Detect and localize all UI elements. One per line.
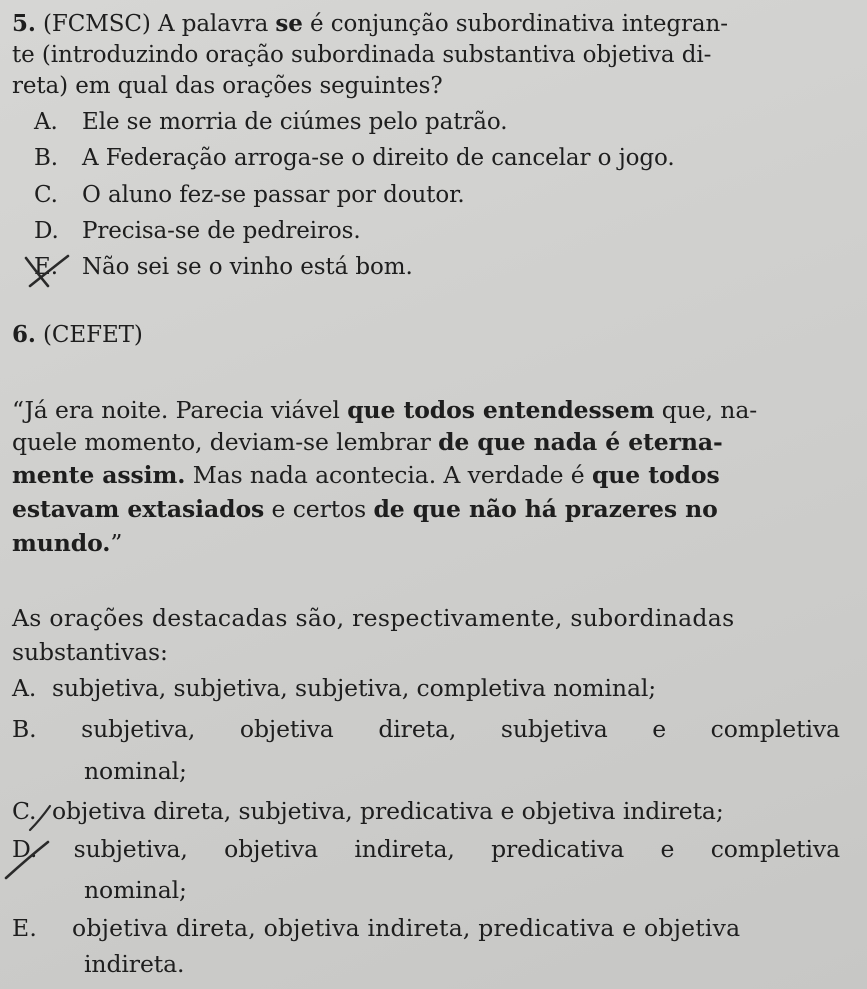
q6-option-letter: A. — [12, 674, 37, 702]
q6-option-d-line-2: nominal; — [84, 876, 187, 904]
q6-highlight: que todos entendessem — [347, 396, 655, 424]
q6-option-word: objetiva — [224, 835, 318, 863]
q6-quote-text: “Já era noite. Parecia viável — [12, 396, 348, 424]
q6-highlight: mundo. — [12, 529, 111, 557]
q6-source: (CEFET) — [43, 322, 143, 348]
q5-number: 5. — [12, 10, 36, 37]
q5-stem-keyword: se — [275, 10, 303, 37]
q6-option-e[interactable] — [12, 913, 740, 943]
q6-highlight: mente assim. — [12, 461, 186, 489]
q6-quote-line-3 — [12, 460, 720, 490]
q6-option-word: completiva — [710, 835, 840, 863]
q5-stem-line-1 — [12, 9, 728, 39]
q6-highlight: que todos — [591, 461, 720, 489]
q6-quote-text: e certos — [264, 495, 374, 523]
q6-option-letter: D. — [12, 835, 38, 863]
q6-stem-line-1: As orações destacadas são, respectivamente, subordinadas — [12, 604, 735, 632]
q6-quote-line-2 — [12, 427, 723, 457]
q6-option-letter: C. — [12, 797, 37, 825]
q5-stem-line-3: reta) em qual das orações seguintes? — [12, 73, 443, 99]
q6-option-word: predicativa — [491, 835, 625, 863]
q5-stem-text-b: é conjunção subordinativa integran- — [302, 11, 728, 37]
q6-option-text: objetiva direta, subjetiva, predicativa e objetiva indireta; — [52, 797, 724, 825]
q6-option-word: indireta, — [354, 835, 455, 863]
q5-option-text: Precisa-se de pedreiros. — [82, 218, 361, 244]
q6-option-word: completiva — [710, 715, 840, 743]
q5-option-letter: D. — [34, 218, 59, 244]
q6-stem-line-2: substantivas: — [12, 638, 168, 666]
q6-option-word: e — [652, 715, 667, 743]
q5-option-text: Ele se morria de ciúmes pelo patrão. — [82, 109, 508, 135]
q5-option-letter: B. — [34, 145, 59, 171]
q5-option-text: O aluno fez-se passar por doutor. — [82, 182, 465, 208]
q6-option-word: subjetiva, — [73, 835, 188, 863]
q6-option-text: objetiva direta, objetiva indireta, predicativa e objetiva — [72, 914, 741, 942]
q5-option-letter: E. — [34, 254, 58, 280]
q6-quote-line-1 — [12, 395, 757, 425]
q5-option-text: Não sei se o vinho está bom. — [82, 254, 413, 280]
q6-option-word: e — [660, 835, 675, 863]
q6-option-word: direta, — [378, 715, 457, 743]
q6-highlight: estavam extasiados — [12, 495, 265, 523]
q5-stem-line-2: te (introduzindo oração subordinada substantiva objetiva di- — [12, 42, 712, 68]
q6-quote-line-4 — [12, 494, 718, 524]
q6-header — [12, 320, 143, 350]
q6-quote-text: Mas nada acontecia. A verdade é — [185, 461, 592, 489]
q5-stem-text-a: A palavra — [157, 11, 276, 37]
q6-option-letter: B. — [12, 715, 37, 743]
q6-option-word: subjetiva, — [81, 715, 196, 743]
q6-quote-text: ” — [110, 529, 123, 557]
q6-option-c[interactable] — [12, 796, 724, 826]
q5-option-b[interactable] — [34, 143, 675, 173]
q6-highlight: de que nada é eterna- — [438, 428, 723, 456]
q6-option-word: objetiva — [239, 715, 334, 743]
q5-option-c[interactable] — [34, 180, 465, 210]
q5-option-letter: A. — [34, 109, 58, 135]
q6-option-e-line-2: indireta. — [84, 950, 185, 978]
q6-option-a[interactable] — [12, 673, 656, 703]
q6-highlight: de que não há prazeres no — [373, 495, 718, 523]
q6-option-d[interactable] — [12, 834, 840, 864]
q6-quote-text: quele momento, deviam-se lembrar — [12, 428, 439, 456]
q6-option-text: subjetiva, subjetiva, subjetiva, completiva nominal; — [52, 674, 657, 702]
q6-option-b[interactable] — [12, 714, 840, 744]
q5-option-d[interactable] — [34, 216, 361, 246]
q5-source: (FCMSC) — [43, 11, 151, 37]
q6-option-letter: E. — [12, 914, 38, 942]
q5-option-e[interactable] — [34, 252, 413, 282]
q6-option-word: subjetiva — [500, 715, 608, 743]
q6-quote-line-5 — [12, 528, 122, 558]
q6-option-b-line-2: nominal; — [84, 757, 187, 785]
q5-option-letter: C. — [34, 182, 58, 208]
q5-option-text: A Federação arroga-se o direito de cancelar o jogo. — [82, 145, 675, 171]
q6-quote-text: que, na- — [654, 396, 758, 424]
q6-number: 6. — [12, 321, 36, 348]
q5-option-a[interactable] — [34, 107, 507, 137]
